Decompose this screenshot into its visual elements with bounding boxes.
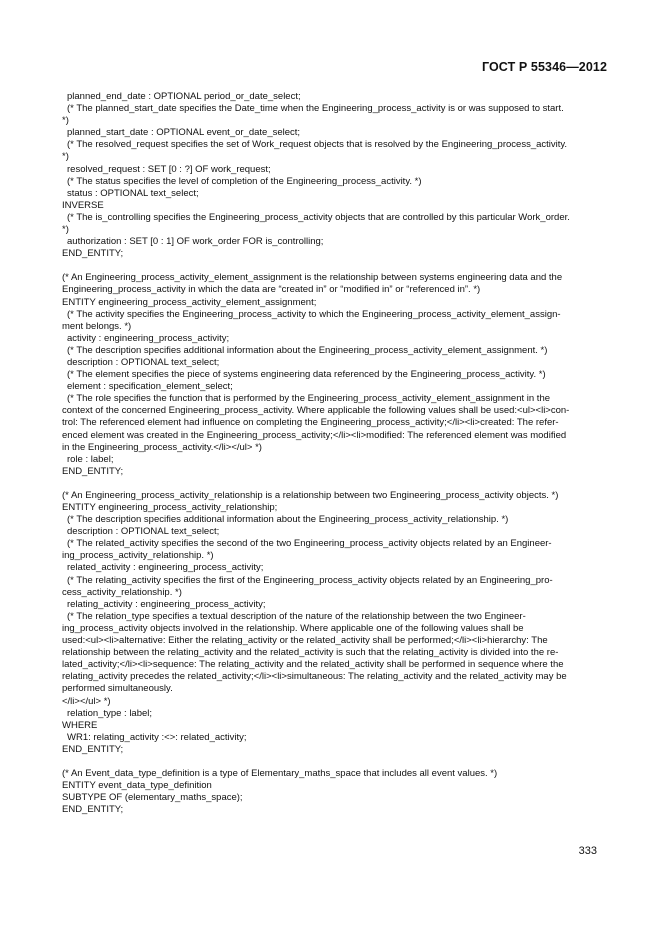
text-line: (* The is_controlling specifies the Engineering_process_activity objects that are controlled by this particular Work_order. bbox=[67, 211, 570, 223]
text-line: status : OPTIONAL text_select; bbox=[67, 187, 199, 199]
text-line: *) bbox=[62, 115, 69, 127]
paragraph-gap bbox=[62, 478, 610, 490]
text-line: (* The status specifies the level of completion of the Engineering_process_activity. *) bbox=[67, 175, 422, 187]
text-line: *) bbox=[62, 224, 69, 236]
text-line: ment belongs. *) bbox=[62, 320, 132, 332]
text-line: (* The relation_type specifies a textual description of the nature of the relationship between the two Engineer- bbox=[67, 610, 526, 622]
text-line: (* An Event_data_type_definition is a type of Elementary_maths_space that includes all event values. *) bbox=[62, 767, 498, 779]
text-line: role : label; bbox=[67, 453, 114, 465]
text-line: ing_process_activity objects involved in the relationship. Where applicable one of the following values shall be bbox=[62, 622, 524, 634]
document-body bbox=[62, 91, 610, 816]
text-line: in the Engineering_process_activity.</li></ul> *) bbox=[62, 441, 262, 453]
text-line: ENTITY event_data_type_definition bbox=[62, 780, 212, 792]
text-line: *) bbox=[62, 151, 69, 163]
code-block bbox=[62, 272, 610, 478]
code-block bbox=[62, 91, 610, 260]
text-line: (* The resolved_request specifies the set of Work_request objects that is resolved by the Engineering_process_activity. bbox=[67, 139, 568, 151]
text-line: (* The related_activity specifies the second of the two Engineering_process_activity objects related by an Engineer- bbox=[67, 538, 552, 550]
text-line: (* The element specifies the piece of systems engineering data referenced by the Engineering_process_activity. *) bbox=[67, 369, 546, 381]
document-header: ГОСТ Р 55346—2012 bbox=[481, 60, 607, 74]
text-line: resolved_request : SET [0 : ?] OF work_request; bbox=[67, 163, 271, 175]
text-line: description : OPTIONAL text_select; bbox=[67, 356, 220, 368]
text-line: relating_activity precedes the related_activity;</li><li>simultaneous: The relating_activity and the related_activity may be bbox=[62, 671, 567, 683]
text-line: related_activity : engineering_process_activity; bbox=[67, 562, 264, 574]
text-line: cess_activity_relationship. *) bbox=[62, 586, 182, 598]
text-line: used:<ul><li>alternative: Either the relating_activity or the related_activity shall be performed;</li><li>hierarchy: The bbox=[62, 635, 548, 647]
text-line: (* The description specifies additional information about the Engineering_process_activity_relationship. *) bbox=[67, 514, 509, 526]
paragraph-gap bbox=[62, 260, 610, 272]
text-line: END_ENTITY; bbox=[62, 248, 124, 260]
text-line: (* The description specifies additional information about the Engineering_process_activity_element_assignment. *) bbox=[67, 344, 548, 356]
text-line: relationship between the relating_activity and the related_activity is such that the relating_activity is divided into the re- bbox=[62, 647, 559, 659]
text-line: WHERE bbox=[62, 719, 98, 731]
text-line: lated_activity;</li><li>sequence: The relating_activity and the related_activity shall be performed in sequence where the bbox=[62, 659, 564, 671]
text-line: trol: The referenced element had influence on completing the Engineering_process_activity;</li><li>created: The refer- bbox=[62, 417, 559, 429]
text-line: ENTITY engineering_process_activity_relationship; bbox=[62, 502, 278, 513]
text-line: INVERSE bbox=[62, 199, 104, 211]
paragraph-gap bbox=[62, 756, 610, 768]
text-line: (* The activity specifies the Engineering_process_activity to which the Engineering_process_activity_element_assign- bbox=[67, 308, 561, 320]
text-line: planned_start_date : OPTIONAL event_or_date_select; bbox=[67, 127, 301, 139]
text-line: (* The relating_activity specifies the first of the Engineering_process_activity objects related by an Engineering_pro- bbox=[67, 574, 553, 586]
code-block bbox=[62, 490, 610, 756]
text-line: END_ENTITY; bbox=[62, 743, 124, 755]
code-block bbox=[62, 768, 610, 816]
text-line: planned_end_date : OPTIONAL period_or_date_select; bbox=[67, 91, 301, 102]
text-line: (* The planned_start_date specifies the Date_time when the Engineering_process_activity is or was supposed to start. bbox=[67, 103, 564, 115]
text-line: performed simultaneously. bbox=[62, 683, 173, 695]
page-number: 333 bbox=[578, 845, 597, 857]
text-line: ENTITY engineering_process_activity_element_assignment; bbox=[62, 296, 317, 308]
text-line: activity : engineering_process_activity; bbox=[67, 332, 230, 344]
text-line: Engineering_process_activity in which the data are “created in” or “modified in” or “referenced in”. *) bbox=[62, 284, 481, 296]
text-line: (* An Engineering_process_activity_element_assignment is the relationship between systems engineering data and the bbox=[62, 272, 563, 284]
text-line: WR1: relating_activity :<>: related_activity; bbox=[67, 731, 247, 743]
text-line: ing_process_activity_relationship. *) bbox=[62, 550, 214, 562]
text-line: SUBTYPE OF (elementary_maths_space); bbox=[62, 792, 243, 804]
text-line: (* An Engineering_process_activity_relationship is a relationship between two Engineering_process_activity objects. *) bbox=[62, 489, 559, 501]
text-line: authorization : SET [0 : 1] OF work_order FOR is_controlling; bbox=[67, 236, 324, 248]
text-line: END_ENTITY; bbox=[62, 465, 124, 477]
text-line: END_ENTITY; bbox=[62, 804, 124, 816]
text-line: description : OPTIONAL text_select; bbox=[67, 526, 220, 538]
text-line: relating_activity : engineering_process_activity; bbox=[67, 598, 266, 610]
text-line: enced element was created in the Engineering_process_activity;</li><li>modified: The referenced element was modified bbox=[62, 429, 567, 441]
text-line: context of the concerned Engineering_process_activity. Where applicable the following values shall be used:<ul><li>con- bbox=[62, 405, 570, 417]
text-line: (* The role specifies the function that is performed by the Engineering_process_activity_element_assignment in the bbox=[67, 393, 551, 405]
text-line: relation_type : label; bbox=[67, 707, 153, 719]
text-line: element : specification_element_select; bbox=[67, 381, 233, 393]
text-line: </li></ul> *) bbox=[62, 695, 111, 707]
